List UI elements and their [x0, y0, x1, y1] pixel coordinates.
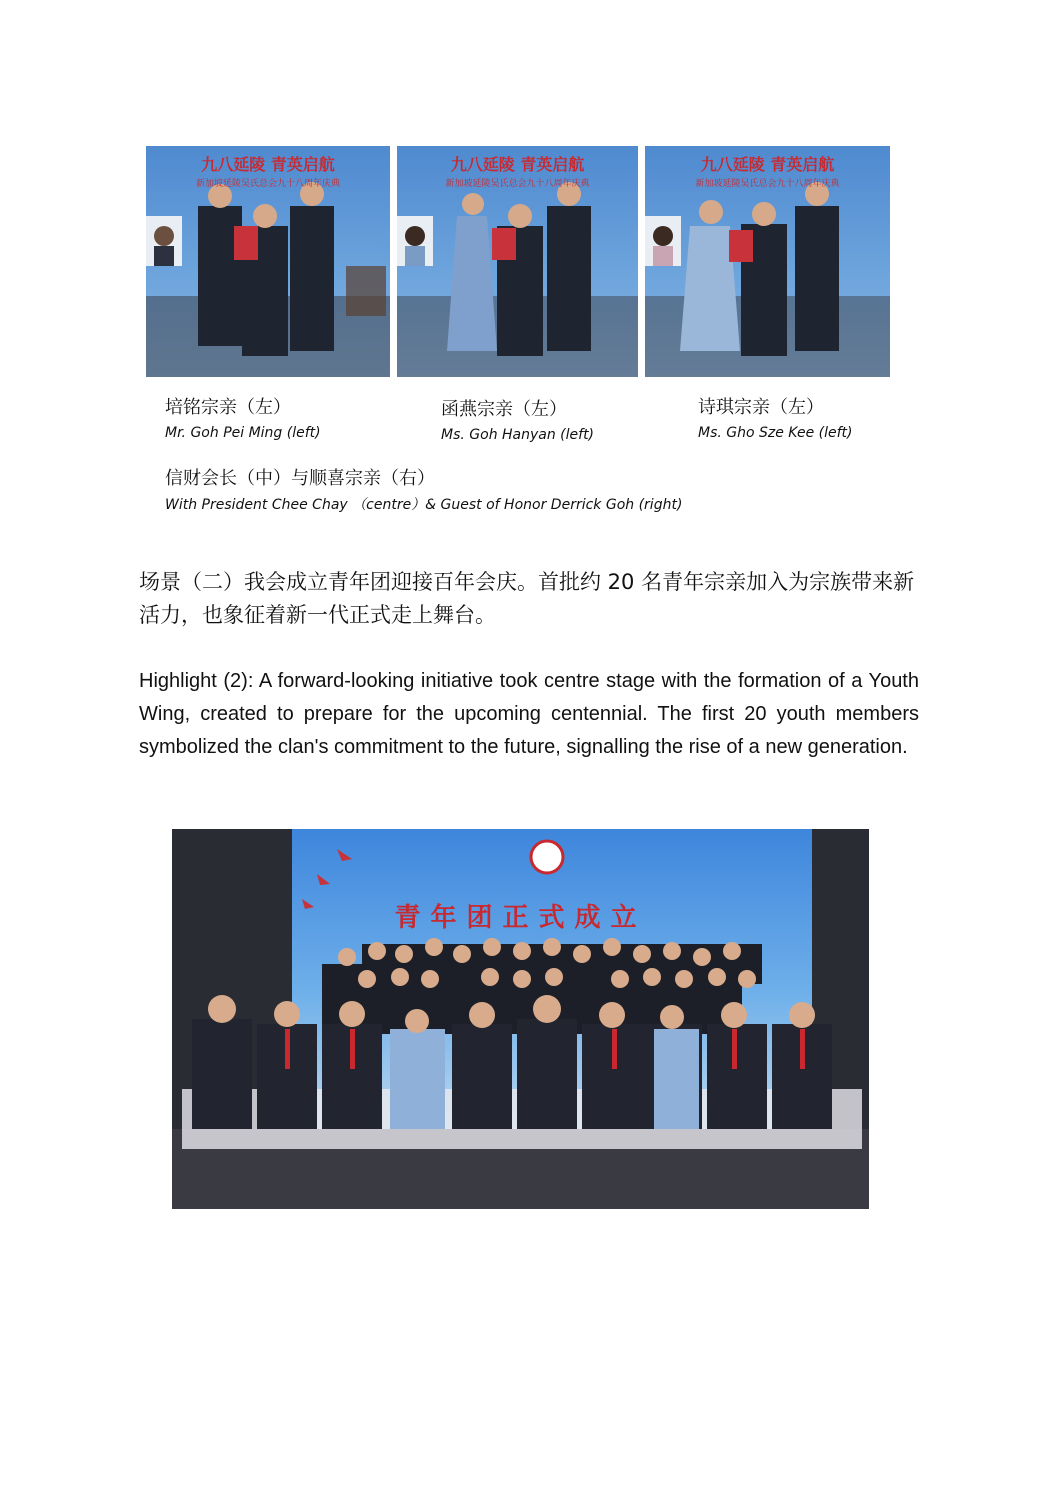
caption-3-en: Ms. Gho Sze Kee (left) [698, 425, 853, 441]
photo-goh-hanyan [397, 146, 638, 377]
caption-2-en: Ms. Goh Hanyan (left) [441, 427, 595, 443]
caption-2-zh: 函燕宗亲（左） [441, 399, 567, 420]
photo-banner-subtitle-3: 新加坡延陵吴氏总会九十八周年庆典 [695, 179, 840, 189]
highlight-2-en: Highlight (2): A forward-looking initiative took centre stage with the formation of a Youth Wing, created to prepare for the upcoming centennial. The first 20 youth members symbolized the clan's commitment to the future, signalling the rise of a new generation. [139, 670, 919, 758]
photo-banner-subtitle: 新加坡延陵吴氏总会九十八周年庆典 [195, 179, 340, 189]
photo-gho-sze-kee [645, 146, 890, 377]
caption-1-en: Mr. Goh Pei Ming (left) [165, 425, 321, 441]
photo-banner-subtitle-2: 新加坡延陵吴氏总会九十八周年庆典 [445, 179, 590, 189]
photo-banner-title-3: 九八延陵 青英启航 [700, 155, 835, 174]
photo-banner-title: 九八延陵 青英启航 [201, 155, 335, 174]
caption-3-zh: 诗琪宗亲（左） [698, 397, 824, 418]
photo-banner-title-2: 九八延陵 青英启航 [450, 155, 585, 174]
caption-1-zh: 培铭宗亲（左） [165, 397, 291, 418]
photo-goh-pei-ming [146, 146, 390, 377]
shared-caption-zh: 信财会长（中）与顺喜宗亲（右） [165, 468, 435, 489]
group-banner-title: 青年团正式成立 [394, 903, 647, 933]
highlight-2-zh: 场景（二）我会成立青年团迎接百年会庆。首批约 20 名青年宗亲加入为宗族带来新活力，也象征着新一代正式走上舞台。 [139, 570, 915, 627]
group-photo-youth-wing [172, 829, 869, 1209]
shared-caption-en: With President Chee Chay （centre）& Guest of Honor Derrick Goh (right) [165, 497, 683, 513]
